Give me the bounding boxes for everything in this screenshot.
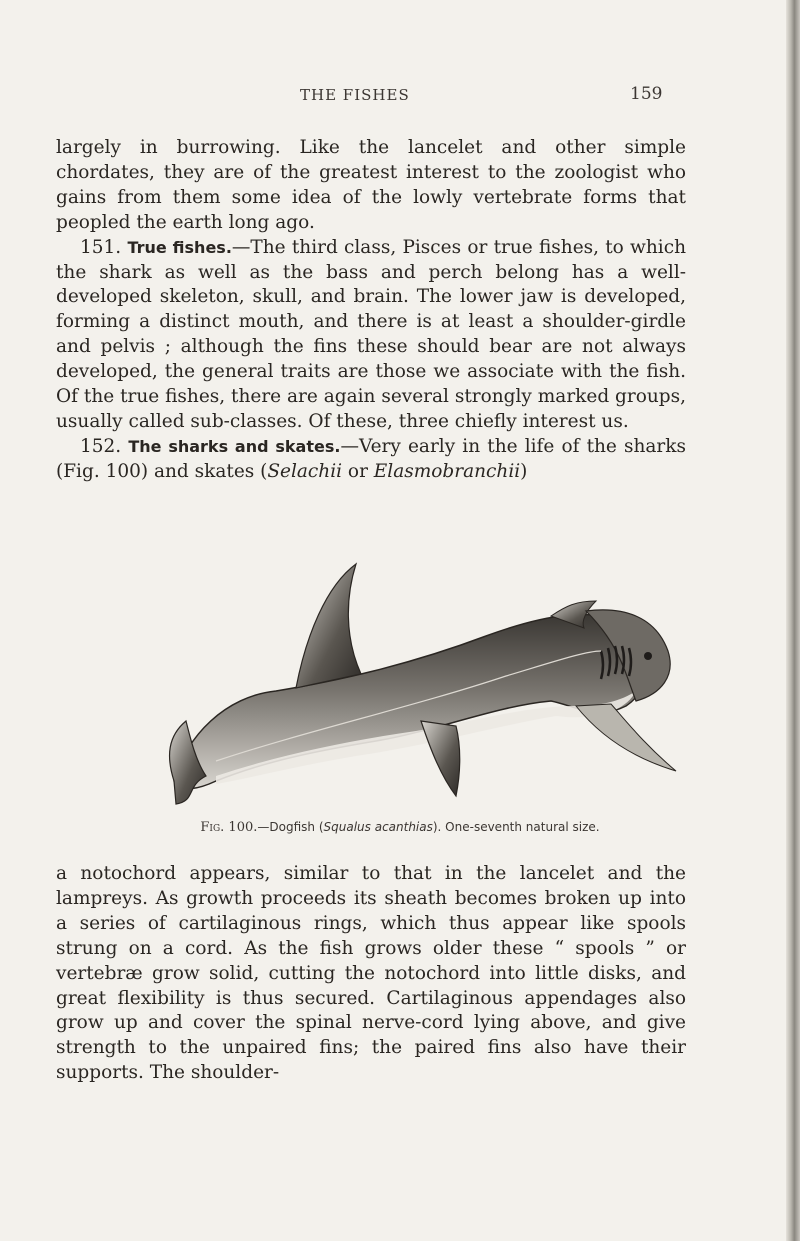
section-title-true-fishes: True fishes. xyxy=(127,237,232,257)
latin-term: Selachii xyxy=(267,460,343,482)
paragraph-body: —Very early in the life of the sharks (Fig. 100) and skates ( xyxy=(56,435,686,482)
figure-caption xyxy=(0,820,800,835)
section-number: 151. xyxy=(80,236,122,258)
dorsal-fin xyxy=(296,564,361,688)
section-number: 152. xyxy=(80,435,122,457)
shark-eye xyxy=(644,652,652,660)
page-binding-edge xyxy=(786,0,800,1241)
paragraph-body: ) xyxy=(520,460,528,482)
paragraph-body: —The third class, Pisces or true fishes, to which the shark as well as the bass and perch belong has a well-developed skeleton, skull, and brain. The lower jaw is developed, forming a distinct mouth, and there is at least a shoulder-girdle and pelvis ; although the fins these should bear are not always developed, the general traits are those we associate with the fish. Of the true fishes, there are again several strongly marked groups, usually called sub-classes. Of these, three chiefly interest us. xyxy=(56,236,687,432)
figure-label: Fig. 100. xyxy=(200,820,258,835)
text-block-top xyxy=(56,136,686,485)
latin-term: Elasmobranchii xyxy=(373,460,521,482)
caption-latin-name: Squalus acanthias xyxy=(323,820,433,834)
paragraph-notochord: a notochord appears, similar to that in the lancelet and the lampreys. As growth proceeds its sheath becomes broken up into a series of cartilaginous rings, which thus appear like spools strung on a cord. As the fish grows older these “ spools ” or vertebræ grow solid, cutting the notochord into little disks, and great flexibility is thus secured. Cartilaginous appendages also grow up and cover the spinal nerve-cord lying above, and give strength to the unpaired fins; the paired fins also have their supports. The shoulder- xyxy=(56,863,686,1084)
running-head: THE FISHES xyxy=(300,86,410,104)
paragraph-152 xyxy=(56,435,686,485)
caption-text: ). One-seventh natural size. xyxy=(432,820,600,834)
paragraph-continued: largely in burrowing. Like the lancelet and other simple chordates, they are of the greatest interest to the zoologist who gains from them some idea of the lowly vertebrate forms that peopled the earth long ago. xyxy=(56,137,686,233)
text-block-bottom xyxy=(56,862,686,1086)
caption-text: —Dogfish ( xyxy=(257,820,324,834)
dogfish-illustration xyxy=(156,556,696,806)
paragraph-body: or xyxy=(342,460,374,482)
page-header xyxy=(0,86,800,110)
pectoral-fin xyxy=(421,721,460,796)
pelvic-fin xyxy=(576,704,676,771)
shark-body xyxy=(174,615,647,789)
paragraph-151 xyxy=(56,236,686,435)
section-title-sharks-skates: The sharks and skates. xyxy=(128,436,341,456)
page-number: 159 xyxy=(630,84,663,104)
